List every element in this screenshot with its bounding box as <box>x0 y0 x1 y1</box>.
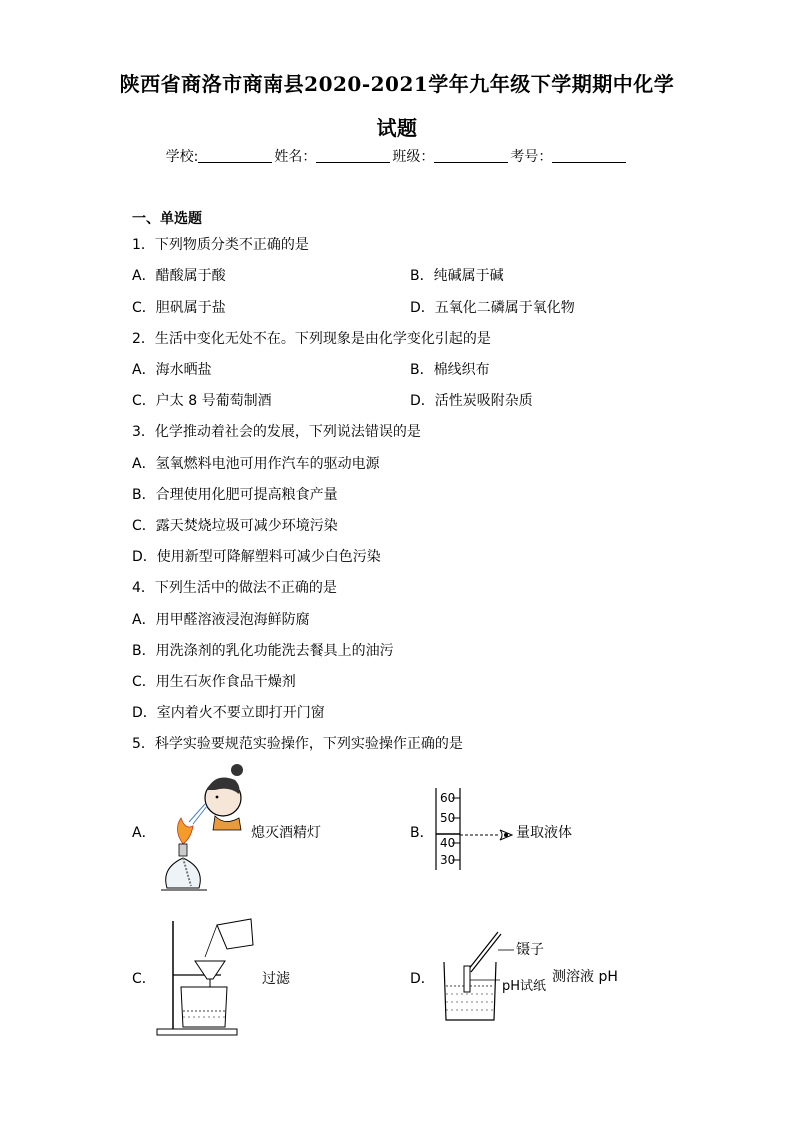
option-d: D．使用新型可降解塑料可减少白色污染 <box>132 549 381 565</box>
tick-label-30: 30 <box>440 853 456 867</box>
option-c: C．露天焚烧垃圾可减少环境污染 <box>132 518 338 534</box>
name-blank[interactable] <box>316 148 390 163</box>
question-stem: 2．生活中变化无处不在。下列现象是由化学变化引起的是 <box>132 331 491 347</box>
section-title: 一、单选题 <box>132 211 202 227</box>
option-c: C．用生石灰作食品干燥剂 <box>132 674 296 690</box>
ph-paper-label: pH试纸 <box>502 979 547 994</box>
option-c: C． <box>132 971 156 987</box>
figure-a-caption: 熄灭酒精灯 <box>251 825 321 841</box>
option-d: D． <box>410 971 435 987</box>
page-title-continued: 试题 <box>376 116 418 140</box>
option-b: B．棉线织布 <box>410 362 490 378</box>
tick-label-40: 40 <box>440 836 456 850</box>
school-label: 学校: <box>165 149 199 165</box>
option-b: B．合理使用化肥可提高粮食产量 <box>132 487 338 503</box>
option-d: D．活性炭吸附杂质 <box>410 393 533 409</box>
question-stem: 3．化学推动着社会的发展，下列说法错误的是 <box>132 424 421 440</box>
option-d: D．五氧化二磷属于氧化物 <box>410 300 575 316</box>
figure-b-caption: 量取液体 <box>516 825 572 841</box>
tick-label-60: 60 <box>440 791 456 805</box>
question-stem: 1．下列物质分类不正确的是 <box>132 237 309 253</box>
tweezers-label: 镊子 <box>516 942 544 958</box>
name-label: 姓名： <box>274 149 317 165</box>
figure-c-caption: 过滤 <box>262 971 290 987</box>
option-a: A．醋酸属于酸 <box>132 268 226 284</box>
option-a: A． <box>132 825 156 841</box>
option-a: A．氢氧燃料电池可用作汽车的驱动电源 <box>132 456 380 472</box>
id-blank[interactable] <box>552 148 626 163</box>
id-label: 考号： <box>510 149 553 165</box>
option-c: C．户太 8 号葡萄制酒 <box>132 393 272 409</box>
option-b: B． <box>410 825 434 841</box>
page-title: 陕西省商洛市商南县2020-2021学年九年级下学期期中化学 <box>119 72 675 96</box>
figure-d-caption: 测溶液 pH <box>552 969 618 985</box>
question-stem: 4．下列生活中的做法不正确的是 <box>132 580 337 596</box>
alcohol-lamp-figure <box>155 760 265 900</box>
tick-label-50: 50 <box>440 811 456 825</box>
filtration-figure <box>155 915 265 1037</box>
option-a: A．用甲醛溶液浸泡海鲜防腐 <box>132 612 310 628</box>
class-label: 班级： <box>392 149 435 165</box>
option-a: A．海水晒盐 <box>132 362 212 378</box>
student-info-row <box>0 146 794 166</box>
class-blank[interactable] <box>434 148 508 163</box>
question-stem: 5．科学实验要规范实验操作，下列实验操作正确的是 <box>132 736 463 752</box>
option-c: C．胆矾属于盐 <box>132 300 226 316</box>
option-b: B．纯碱属于碱 <box>410 268 504 284</box>
option-b: B．用洗涤剂的乳化功能洗去餐具上的油污 <box>132 643 394 659</box>
option-d: D．室内着火不要立即打开门窗 <box>132 705 325 721</box>
school-blank[interactable] <box>198 148 272 163</box>
